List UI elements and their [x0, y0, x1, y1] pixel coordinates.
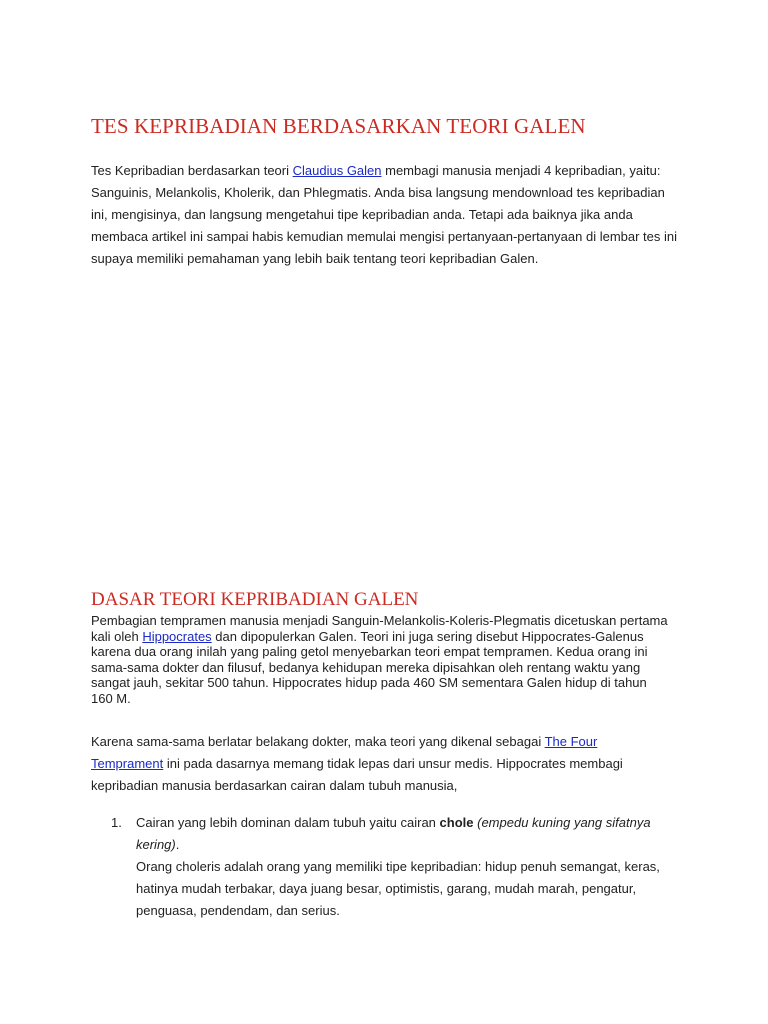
theory-line: karena dua orang inilah yang paling getol menyebarkan teori empat tempramen. Kedua orang ini [91, 644, 648, 659]
page-title: TES KEPRIBADIAN BERDASARKAN TEORI GALEN [91, 114, 586, 138]
four-temprament-link[interactable]: The Four Temprament [91, 734, 598, 771]
theory-text-after: dan dipopulerkan Galen. Teori ini juga sering disebut Hippocrates-Galenus [211, 628, 644, 644]
intro-text-after: membagi manusia menjadi 4 kepribadian, yaitu: Sanguinis, Melankolis, Kholerik, dan Phlegmatis. Anda bisa langsung mendownload tes kepribadian ini, mengisinya, dan langsung mengetahui tipe kepribadian anda. Tetapi ada baiknya jika anda membaca artikel ini sampai habis kemudian memulai mengisi pertanyaan-pertanyaan di lembar tes ini supaya memiliki pemahaman yang lebih baik tentang teori kepribadian Galen. [91, 163, 678, 266]
list-item-number: 1. [111, 815, 122, 830]
list-item-description: Orang choleris adalah orang yang memiliki tipe kepribadian: hidup penuh semangat, keras, hatinya mudah terbakar, daya juang besar, optimistis, garang, mudah marah, pengatur, penguasa, pendendam, dan serius. [136, 859, 660, 918]
claudius-galen-link[interactable]: Claudius Galen [292, 163, 382, 178]
temperament-text-before: Karena sama-sama berlatar belakang dokter, maka teori yang dikenal sebagai [91, 734, 545, 749]
list-item-italic-note: (empedu kuning yang sifatnya kering) [136, 815, 651, 852]
list-item-bold-term: chole [439, 815, 474, 830]
hippocrates-link[interactable]: Hippocrates [142, 628, 212, 644]
theory-text-before: kali oleh [91, 628, 143, 644]
list-item-text: Cairan yang lebih dominan dalam tubuh yaitu cairan [136, 815, 440, 830]
theory-line: Pembagian tempramen manusia menjadi Sanguin-Melankolis-Koleris-Plegmatis dicetuskan pertama [91, 613, 668, 628]
theory-line: sama-sama dokter dan filusuf, bedanya kehidupan mereka dipisahkan oleh rentang waktu yang [91, 659, 641, 675]
temperament-paragraph [91, 731, 651, 797]
intro-paragraph [91, 160, 681, 270]
temperament-list [91, 812, 671, 922]
theory-line: sangat jauh, sekitar 500 tahun. Hippocrates hidup pada 460 SM sementara Galen hidup di tahun [91, 675, 647, 690]
section-title: DASAR TEORI KEPRIBADIAN GALEN [91, 589, 419, 610]
theory-line [91, 629, 691, 645]
intro-text-before: Tes Kepribadian berdasarkan teori [91, 163, 293, 178]
temperament-text-after: ini pada dasarnya memang tidak lepas dari unsur medis. Hippocrates membagi kepribadian manusia berdasarkan cairan dalam tubuh manusia, [91, 756, 623, 793]
list-item [91, 812, 671, 922]
list-item-text-end: . [175, 837, 180, 852]
theory-line: 160 M. [91, 690, 131, 706]
theory-paragraph [91, 613, 691, 706]
